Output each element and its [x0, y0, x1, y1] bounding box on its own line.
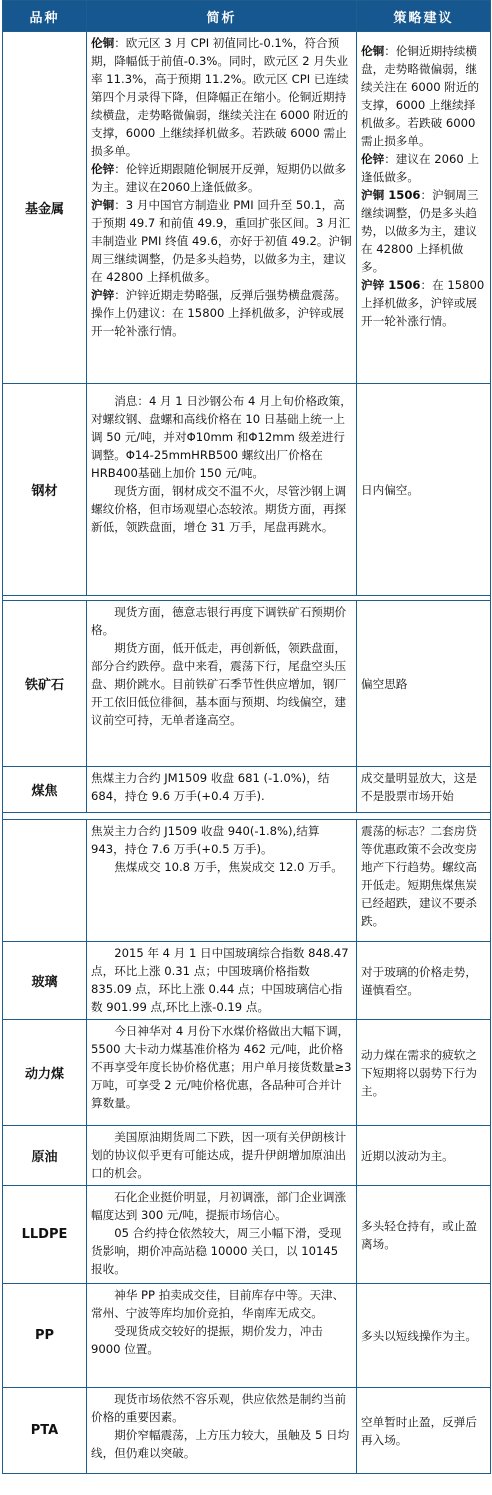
strategy-text: 日内偏空。: [361, 482, 419, 497]
variety-name: PP: [3, 1284, 87, 1388]
paragraph: 期价窄幅震荡，上方压力较大，虽触及 5 日均线，但仍难以突破。: [91, 1428, 350, 1460]
paragraph: 现货市场依然不容乐观，供应依然是制约当前价格的重要因素。: [91, 1392, 347, 1424]
paragraph: 伦铜：欧元区 3 月 CPI 初值同比-0.1%，符合预期，降幅低于前值-0.3%。同时，欧元区 2 月失业率 11.3%，高于预期 11.2%。欧元区 CPI 已连续第四个月录得下降，但降幅正在缩小。伦铜近期持续横盘，走势略微偏弱，继续关注在 6000 附近的支撑，6000 上继续择机做多。若跌破 6000 需止损多单。: [91, 36, 349, 158]
analysis-text: [87, 1284, 356, 1360]
paragraph: 伦锌：伦锌近期跟随伦铜展开反弹，短期仍以做多为主。建议在2060上逢低做多。: [91, 162, 347, 194]
paragraph: 美国原油期货周二下跌，因一项有关伊朗核计划的协议似乎更有可能达成，提升伊朗增加原油出口的机会。: [91, 1130, 347, 1180]
header-variety: 品种: [3, 1, 87, 32]
row-iron: [3, 601, 491, 767]
variety-name: 动力煤: [3, 1020, 87, 1126]
paragraph: 神华 PP 拍卖成交佳，目前库存中等。天津、常州、宁波等库均加价竞拍，华南库无成交。: [91, 1288, 345, 1320]
paragraph: 现货方面，德意志银行再度下调铁矿石预期价格。: [91, 605, 347, 637]
strategy-text: 近期以波动为主。: [361, 1148, 454, 1163]
row-lldpe: [3, 1186, 491, 1284]
row-thermal-coal: [3, 1020, 491, 1126]
strategy-text: 对于玻璃的价格走势，谨慎看空。: [361, 964, 477, 997]
paragraph: 沪铜 1506：沪铜周三继续调整，仍是多头趋势，以做多为主，建议在 42800 上择机做多。: [361, 188, 479, 274]
variety-name: 煤焦: [3, 767, 87, 813]
variety-name: 钢材: [3, 384, 87, 596]
paragraph: 焦炭主力合约 J1509 收盘 940(-1.8%),结算 943，持仓 7.6 万手(+0.5 万手)。: [91, 824, 320, 856]
analysis-text: [87, 32, 356, 342]
row-glass: [3, 942, 491, 1020]
analysis-text: [87, 601, 356, 731]
variety-name: 基金属: [3, 32, 87, 384]
paragraph: 沪铜：3 月中国官方制造业 PMI 回升至 50.1，高于预期 49.7 和前值 49.9，重回扩张区间。3 月汇丰制造业 PMI 终值 49.6，亦好于初值 49.2。沪铜周三继续调整，仍是多头趋势，以做多为主，建议在 42800 上择机做多。: [91, 198, 352, 284]
strategy-text: 偏空思路: [361, 676, 408, 691]
row-coal: [3, 767, 491, 813]
analysis-text: [87, 1388, 356, 1464]
strategy-text: 多头轻仓持有，或止盈离场。: [361, 1218, 477, 1251]
paragraph: 伦锌：建议在 2060 上逢低做多。: [361, 152, 480, 184]
paragraph: 沪锌：沪锌近期走势略强，反弹后强势横盘震荡。操作上仍建议：在 15800 上择机做多，沪锌或展开一轮补涨行情。: [91, 288, 347, 338]
strategy-text: 成交量明显放大，这是不是股票市场开始: [361, 771, 477, 803]
row-pp: [3, 1284, 491, 1388]
row-steel: [3, 384, 491, 596]
paragraph: 沪锌 1506：在 15800 上择机做多，沪锌或展开一轮补涨行情。: [361, 278, 485, 328]
paragraph: 05 合约持仓依然较大，周三小幅下滑，受现货影响，期价冲高站稳 10000 关口，以 10145 报收。: [91, 1226, 342, 1276]
paragraph: 现货方面，钢材成交不温不火，尽管沙钢上调螺纹价格，但市场观望心态较浓。期货方面，再探新低，领跌盘面，增仓 31 万手，尾盘再跳水。: [91, 484, 347, 534]
variety-name: 铁矿石: [3, 601, 87, 767]
strategy-text: 动力煤在需求的疲软之下短期将以弱势下行为主。: [361, 1047, 477, 1098]
paragraph: 焦煤成交 10.8 万手，焦炭成交 12.0 万手。: [114, 860, 343, 874]
strategy-text: 空单暂时止盈，反弹后再入场。: [361, 1414, 477, 1447]
paragraph: 消息：4 月 1 日沙钢公布 4 月上旬价格政策，对螺纹钢、盘螺和高线价格在 10 日基础上统一上调 50 元/吨，并对Φ10mm 和Φ12mm 级差进行调整。Φ14-25mmHRB500 螺纹出厂价格在HRB400基础上加价 150 元/吨。: [91, 394, 352, 480]
row-coal-continued: [3, 820, 491, 942]
variety-name: PTA: [3, 1388, 87, 1474]
strategy-text: 震荡的标志？二套房贷等优惠政策不会改变房地产下行趋势。螺纹高开低走。短期焦煤焦炭已经超跌，建议不要杀跌。: [361, 824, 477, 928]
table-header: [3, 1, 491, 32]
paragraph: 2015 年 4 月 1 日中国玻璃综合指数 848.47 点，环比上涨 0.31 点；中国玻璃价格指数 835.09 点，环比上涨 0.44 点；中国玻璃信心指数 901.99 点,环比上涨-0.19 点。: [91, 946, 349, 1014]
strategy-text: 多头以短线操作为主。: [361, 1328, 477, 1343]
row-pta: [3, 1388, 491, 1474]
analysis-text: [87, 820, 356, 878]
variety-name: 玻璃: [3, 942, 87, 1020]
analysis-text: [87, 1126, 356, 1184]
analysis-text: 焦煤主力合约 JM1509 收盘 681 (-1.0%)，结 684，持仓 9.6 万手(+0.4 万手).: [91, 771, 330, 803]
analysis-text: [87, 1186, 356, 1280]
header-strategy: 策略建议: [357, 1, 491, 32]
strategy-text: [357, 32, 490, 332]
paragraph: 今日神华对 4 月份下水煤价格做出大幅下调，5500 大卡动力煤基准价格为 462 元/吨，此价格不再享受年度长协价格优惠；用户单月接货数量≥3 万吨，可享受 2 元/吨价格优惠，各品种可合并计算数量。: [91, 1024, 352, 1110]
row-metal: [3, 32, 491, 384]
header-analysis: 简析: [87, 1, 357, 32]
variety-name: 原油: [3, 1126, 87, 1186]
analysis-text: [87, 942, 356, 1018]
paragraph: 期货方面，低开低走，再创新低，领跌盘面，部分合约跌停。盘中来看，震荡下行，尾盘空头压盘、期价跳水。目前铁矿石季节性供应增加，钢厂开工依旧低位徘徊，基本面与预期、均线偏空，建议前空可持，无单者逢高空。: [91, 641, 347, 727]
row-crude: [3, 1126, 491, 1186]
paragraph: 伦铜：伦铜近期持续横盘，走势略微偏弱，继续关注在 6000 附近的支撑，6000 上继续择机做多。若跌破 6000 需止损多单。: [361, 44, 480, 148]
paragraph: 石化企业挺价明显，月初调涨，部门企业调涨幅度达到 300 元/吨，提振市场信心。: [91, 1190, 347, 1222]
paragraph: 受现货成交较好的提振，期价发力，冲击 9000 位置。: [91, 1324, 323, 1356]
analysis-text: [87, 384, 356, 538]
strategy-table: [2, 0, 491, 1474]
variety-name: LLDPE: [3, 1186, 87, 1284]
analysis-text: [87, 1020, 356, 1114]
